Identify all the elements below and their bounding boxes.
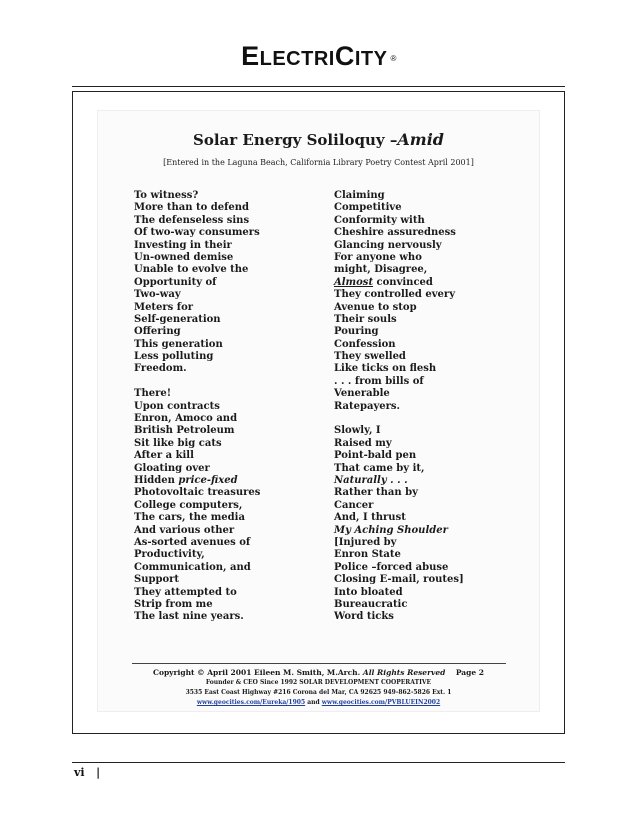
left-line: More than to defend [134,202,250,214]
left-line [134,376,324,388]
right-line: Police –forced abuse [334,561,449,573]
left-line: To witness? [134,190,199,201]
left-line: Sit like big cats [134,437,222,449]
right-line: And, I thrust [334,512,406,524]
copyright-block [97,668,540,708]
left-line: Less polluting [134,351,214,363]
left-line-text: Hidden [134,474,179,486]
left-line: Communication, and [134,561,251,573]
right-line: They controlled every [334,289,456,301]
right-line: Ratepayers. [334,400,401,412]
left-line: There! [134,388,172,400]
right-line: Bureaucratic [334,598,408,610]
right-line: Raised my [334,437,392,449]
left-line: Opportunity of [134,276,217,288]
copyright-text: Copyright © April 2001 Eileen M. Smith, M.Arch. [152,668,361,677]
page-number-separator: | [96,766,101,779]
right-line: Claiming [334,190,385,201]
poem-right-column [334,190,534,624]
left-line: Of two-way consumers [134,227,260,239]
left-line: Enron, Amoco and [134,413,238,425]
right-line: For anyone who [334,251,422,263]
founder-line: Founder & CEO Since 1992 SOLAR DEVELOPMENT COOPERATIVE [205,679,432,686]
right-line: Competitive [334,202,402,214]
geocities-link-2[interactable]: www.geocities.com/PVBLUEIN2002 [321,699,441,706]
poem-left-column [134,190,324,624]
registered-mark: ® [390,53,397,63]
links-line [97,698,540,708]
right-line: Confession [334,338,396,350]
right-line: Point-bald pen [334,450,417,462]
links-and: and [305,699,322,706]
header-rule [72,86,565,87]
left-line: Photovoltaic treasures [134,487,261,499]
right-line: Rather than by [334,487,418,499]
scan-page-label: Page 2 [455,668,485,677]
rights-reserved: All Rights Reserved [362,668,446,677]
right-line: Closing E-mail, routes] [334,574,464,586]
left-line: This generation [134,338,223,350]
right-line: Cheshire assuredness [334,227,456,239]
left-line: The cars, the media [134,512,245,524]
page-number-value: vi [74,766,85,779]
left-line: Offering [134,326,181,338]
left-line: The defenseless sins [134,214,250,226]
right-line: Their souls [334,313,397,325]
right-line [334,277,534,289]
left-line: Two-way [134,289,181,301]
left-line: Upon contracts [134,400,220,412]
left-line: Gloating over [134,462,210,474]
left-line: British Petroleum [134,425,235,437]
logo-text-lectri: LECTRI [259,48,335,70]
poem-title-italic: Amid [397,130,444,149]
left-line: After a kill [134,450,194,462]
logo-letter-c: C [334,41,355,71]
right-line: Like ticks on flesh [334,363,437,375]
left-line: Productivity, [134,549,205,561]
right-line: Glancing nervously [334,239,442,251]
copyright-line [97,668,540,678]
left-line: And various other [134,524,235,536]
right-line: That came by it, [334,462,425,474]
right-line: might, Disagree, [334,264,428,276]
right-line-italic-underlined: Almost [334,276,374,288]
address-line: 3535 East Coast Highway #216 Corona del Mar, CA 92625 949-862-5826 Ext. 1 [185,689,452,696]
left-line-italic: price-fixed [178,474,238,486]
left-line: Unable to evolve the [134,264,249,276]
poem-title-text: Solar Energy Soliloquy – [193,131,398,149]
right-line: Venerable [334,388,390,400]
left-line: Support [134,574,180,586]
scanned-poem-page [97,110,540,712]
right-line: Cancer [334,499,374,511]
left-line: Strip from me [134,598,213,610]
left-line: They attempted to [134,586,237,598]
right-line: Enron State [334,549,401,561]
footer-page-rule [72,762,565,763]
right-line: My Aching Shoulder [334,524,448,536]
right-line: Slowly, I [334,425,381,437]
left-line: Freedom. [134,363,187,375]
left-line: Meters for [134,301,194,313]
logo-text-ity: ITY [354,48,388,70]
page-header-logo [0,41,638,72]
left-line: Un-owned demise [134,251,234,263]
right-line: Naturally . . . [334,474,408,486]
left-line: College computers, [134,499,243,511]
contest-entry-note: [Entered in the Laguna Beach, California Library Poetry Contest April 2001] [163,158,474,167]
right-line: . . . from bills of [334,375,424,387]
right-line: Conformity with [334,214,425,226]
page-number [74,766,100,779]
right-line: Avenue to stop [334,301,417,313]
left-line: Self-generation [134,313,221,325]
left-line [134,475,324,487]
left-line: As-sorted avenues of [134,536,251,548]
geocities-link-1[interactable]: www.geocities.com/Eureka/1905 [196,699,306,706]
right-line-text: convinced [373,276,433,288]
footer-rule [132,663,506,664]
right-line: Into bloated [334,586,403,598]
right-line: Pouring [334,326,379,338]
right-line: They swelled [334,351,406,363]
logo-letter-e: E [241,41,260,71]
right-line: [Injured by [334,536,397,548]
right-line [334,413,534,425]
left-line: Investing in their [134,239,232,251]
left-line: The last nine years. [134,611,244,623]
right-line: Word ticks [334,611,394,623]
poem-title [97,130,540,149]
